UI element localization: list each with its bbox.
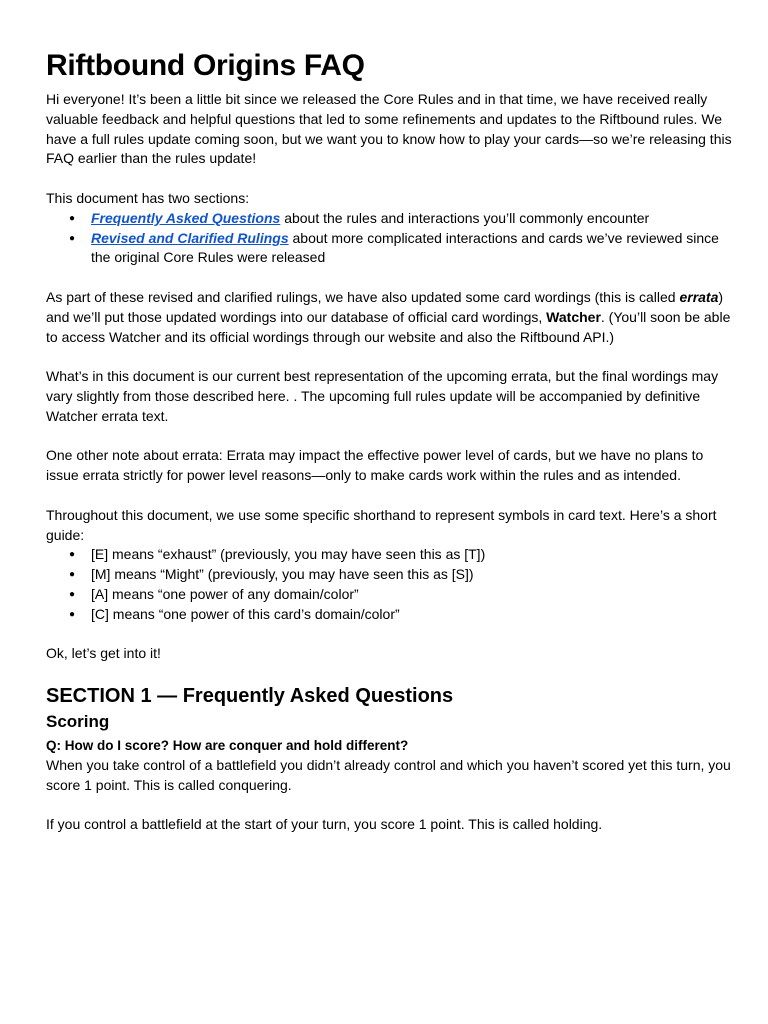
errata-paragraph: As part of these revised and clarified rulings, we have also updated some card wordings (this is called errata) and we’ll put those updated wordings into our database of official card wordings, Watcher. (You’ll soon be able to access Watcher and its official wordings through our website and also the Riftbound API.): [46, 288, 731, 345]
spacer: [46, 486, 736, 506]
list-item: [91, 229, 736, 269]
spacer: [46, 796, 736, 816]
faq-document: [46, 48, 736, 835]
errata-note-paragraph: One other note about errata: Errata may impact the effective power level of cards, but we have no plans to issue errata strictly for power level reasons—only to make cards work within the rules and as intended.: [46, 447, 704, 484]
intro-paragraph: Hi everyone! It’s been a little bit since we released the Core Rules and in that time, we have received really valuable feedback and helpful questions that led to some refinements and updates to the Riftbound rules. We have a full rules update coming soon, but we want you to know how to play your cards—so we’re releasing this FAQ earlier than the rules update!: [46, 91, 732, 167]
question-heading: Q: How do I score? How are conquer and hold different?: [46, 738, 409, 754]
section-1-heading: SECTION 1 — Frequently Asked Questions: [46, 685, 454, 708]
spacer: [46, 347, 736, 367]
spacer: [46, 427, 736, 447]
whats-in-paragraph: What’s in this document is our current best representation of the upcoming errata, but the final wordings may vary slightly from those described here. . The upcoming full rules update will be accompanied by definitive Watcher errata text.: [46, 368, 719, 424]
list-item: ● [A] means “one power of any domain/color”: [91, 585, 736, 605]
shorthand-list: [46, 545, 736, 624]
watcher-term: Watcher: [546, 308, 601, 325]
list-item-text: about the rules and interactions you’ll commonly encounter: [280, 209, 650, 226]
list-item: [91, 209, 736, 229]
scoring-heading: Scoring: [46, 712, 110, 732]
page-title: Riftbound Origins FAQ: [46, 49, 365, 82]
list-item: ● [E] means “exhaust” (previously, you may have seen this as [T]): [91, 545, 736, 565]
list-item: ● [C] means “one power of this card’s domain/color”: [91, 605, 736, 625]
list-item: ● [M] means “Might” (previously, you may have seen this as [S]): [91, 565, 736, 585]
spacer: [46, 268, 736, 288]
list-item-text: about more complicated interactions and cards we’ve reviewed since the original Core Rules were released: [91, 229, 719, 266]
faq-section-link[interactable]: Frequently Asked Questions: [91, 209, 281, 226]
errata-term: errata: [679, 288, 719, 305]
spacer: [46, 169, 736, 189]
answer-paragraph: When you take control of a battlefield you didn’t already control and which you haven’t scored yet this turn, you score 1 point. This is called conquering.: [46, 756, 731, 793]
outro-paragraph: Ok, let’s get into it!: [46, 645, 161, 662]
answer-paragraph: If you control a battlefield at the start of your turn, you score 1 point. This is called holding.: [46, 816, 603, 833]
sections-list: [46, 209, 736, 268]
shorthand-intro: Throughout this document, we use some specific shorthand to represent symbols in card text. Here’s a short guide:: [46, 506, 717, 543]
sections-intro: This document has two sections:: [46, 189, 250, 206]
rulings-section-link[interactable]: Revised and Clarified Rulings: [91, 229, 289, 246]
spacer: [46, 625, 736, 645]
